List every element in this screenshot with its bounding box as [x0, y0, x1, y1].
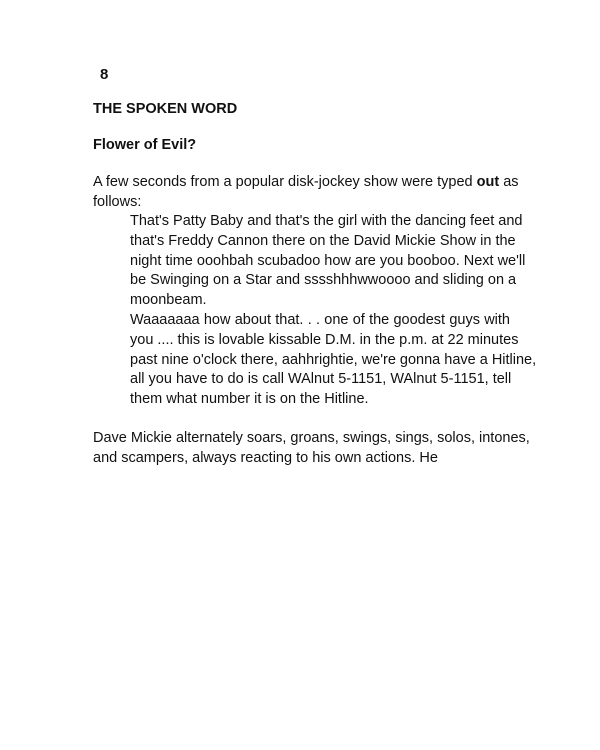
quote-line: past nine o'clock there, aahhrightie, we're gonna have a Hitline, — [130, 351, 537, 368]
quote-line: Waaaaaaa how about that. . . one of the goodest guys with — [130, 311, 510, 328]
quote-line: that's Freddy Cannon there on the David Mickie Show in the — [130, 232, 516, 249]
intro-line: follows: — [93, 193, 142, 210]
quote-line: moonbeam. — [130, 292, 207, 309]
closing-paragraph — [93, 429, 530, 469]
chapter-title: THE SPOKEN WORD — [93, 101, 238, 117]
intro-bold-word: out — [476, 174, 500, 190]
intro-text: A few seconds from a popular disk-jockey show were typed — [93, 174, 477, 190]
quoted-transcript — [130, 212, 537, 410]
closing-line: and scampers, always reacting to his own actions. He — [93, 449, 438, 466]
page-number: 8 — [100, 66, 109, 83]
quote-line: them what number it is on the Hitline. — [130, 391, 369, 408]
quote-line: you .... this is lovable kissable D.M. in the p.m. at 22 minutes — [130, 331, 519, 348]
quote-line: all you have to do is call WAlnut 5-1151, WAlnut 5-1151, tell — [130, 371, 512, 388]
quote-line: night time ooohbah scubadoo how are you booboo. Next we'll — [130, 252, 526, 269]
intro-text: as — [499, 174, 519, 190]
quote-line: be Swinging on a Star and sssshhhwwoooo and sliding on a — [130, 272, 517, 289]
intro-line — [93, 173, 519, 193]
closing-line: Dave Mickie alternately soars, groans, swings, sings, solos, intones, — [93, 430, 530, 446]
intro-paragraph — [93, 173, 519, 213]
quote-line: That's Patty Baby and that's the girl with the dancing feet and — [130, 213, 523, 229]
section-title: Flower of Evil? — [93, 137, 197, 153]
